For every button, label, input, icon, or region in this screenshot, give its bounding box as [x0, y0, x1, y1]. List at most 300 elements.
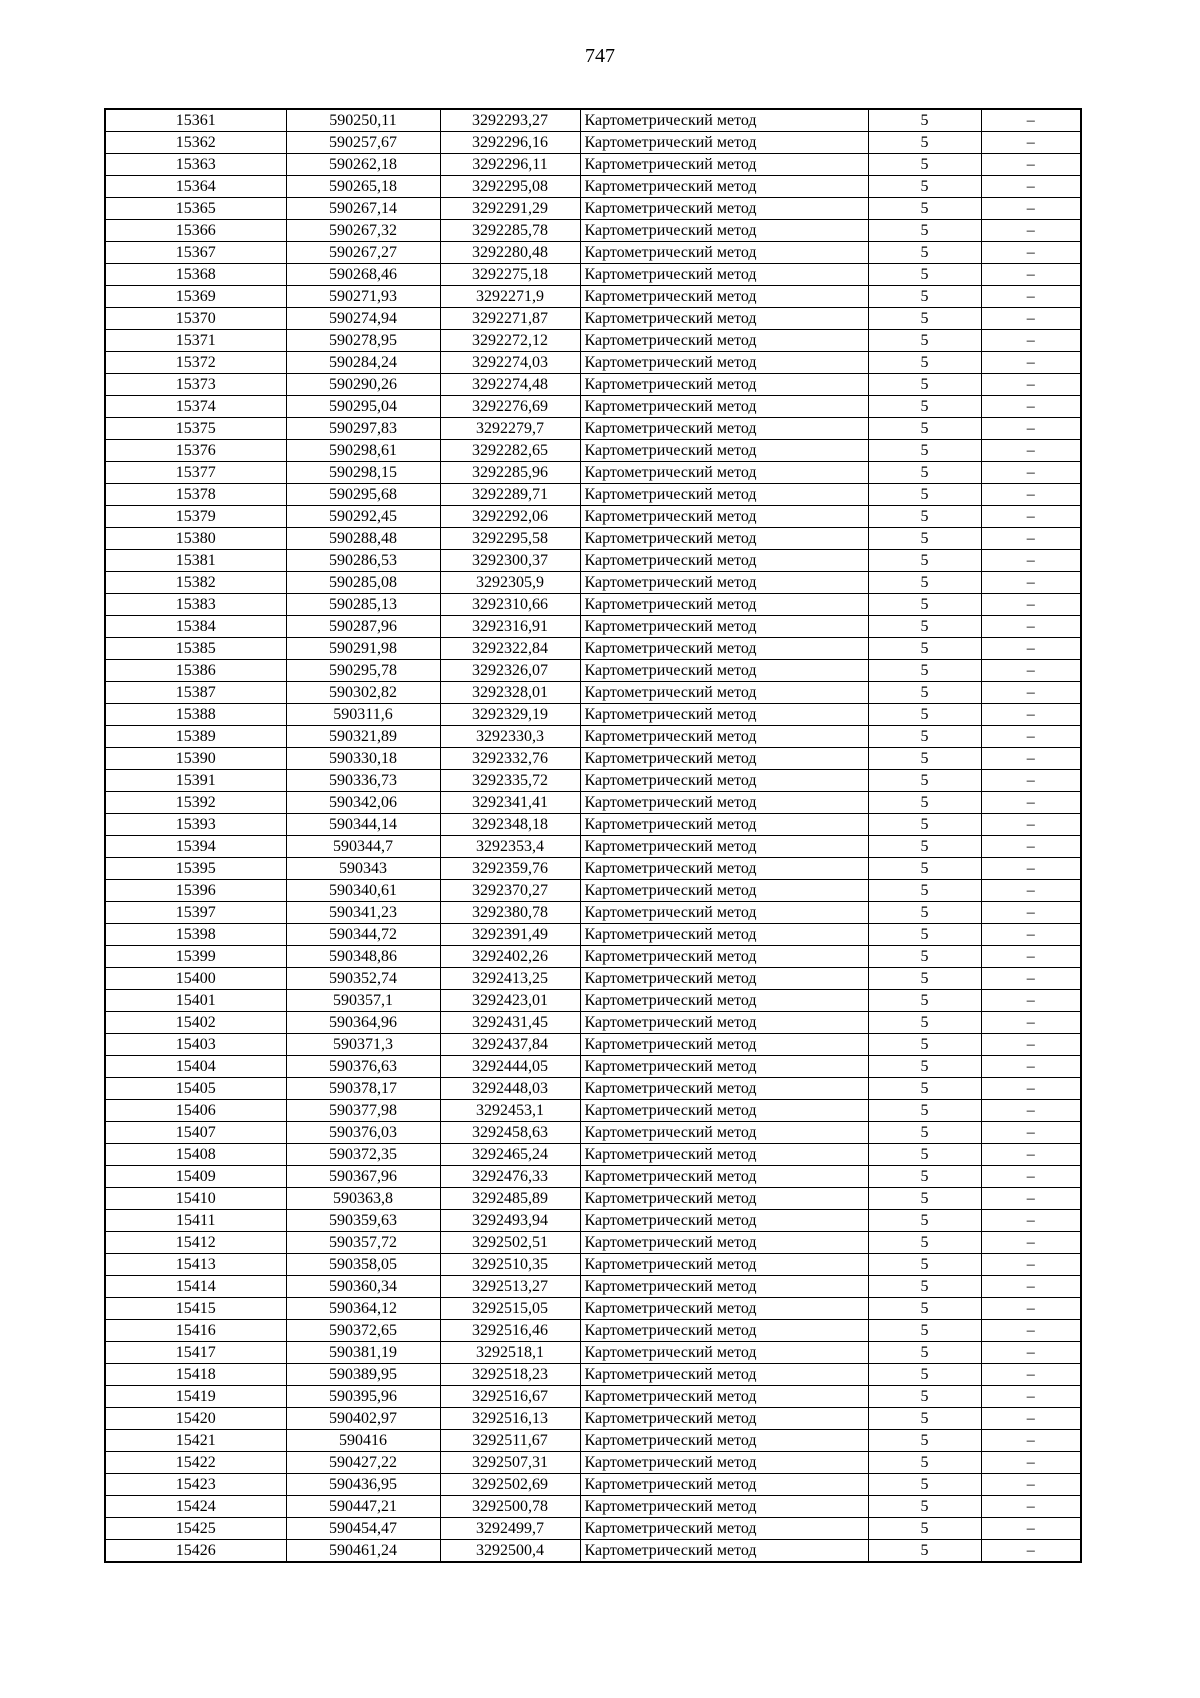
y-coordinate-cell: 3292296,11: [440, 154, 580, 176]
y-coordinate-cell: 3292285,96: [440, 462, 580, 484]
y-coordinate-cell: 3292289,71: [440, 484, 580, 506]
method-cell: Картометрический метод: [580, 418, 868, 440]
table-row: [105, 660, 1081, 682]
x-coordinate-cell: 590377,98: [286, 1100, 440, 1122]
point-number-cell: 15373: [105, 374, 286, 396]
table-row: [105, 704, 1081, 726]
accuracy-cell: 5: [868, 308, 981, 330]
note-cell: –: [981, 1012, 1081, 1034]
note-cell: –: [981, 748, 1081, 770]
method-cell: Картометрический метод: [580, 550, 868, 572]
x-coordinate-cell: 590371,3: [286, 1034, 440, 1056]
method-cell: Картометрический метод: [580, 924, 868, 946]
table-row: [105, 990, 1081, 1012]
note-cell: –: [981, 1518, 1081, 1540]
accuracy-cell: 5: [868, 1232, 981, 1254]
y-coordinate-cell: 3292370,27: [440, 880, 580, 902]
note-cell: –: [981, 1056, 1081, 1078]
method-cell: Картометрический метод: [580, 462, 868, 484]
table-row: [105, 1232, 1081, 1254]
method-cell: Картометрический метод: [580, 132, 868, 154]
x-coordinate-cell: 590267,14: [286, 198, 440, 220]
y-coordinate-cell: 3292515,05: [440, 1298, 580, 1320]
method-cell: Картометрический метод: [580, 1298, 868, 1320]
accuracy-cell: 5: [868, 1166, 981, 1188]
y-coordinate-cell: 3292272,12: [440, 330, 580, 352]
y-coordinate-cell: 3292291,29: [440, 198, 580, 220]
accuracy-cell: 5: [868, 352, 981, 374]
point-number-cell: 15392: [105, 792, 286, 814]
method-cell: Картометрический метод: [580, 1540, 868, 1563]
method-cell: Картометрический метод: [580, 660, 868, 682]
method-cell: Картометрический метод: [580, 1276, 868, 1298]
y-coordinate-cell: 3292305,9: [440, 572, 580, 594]
note-cell: –: [981, 484, 1081, 506]
note-cell: –: [981, 374, 1081, 396]
point-number-cell: 15380: [105, 528, 286, 550]
table-row: [105, 770, 1081, 792]
x-coordinate-cell: 590321,89: [286, 726, 440, 748]
y-coordinate-cell: 3292285,78: [440, 220, 580, 242]
table-row: [105, 572, 1081, 594]
accuracy-cell: 5: [868, 638, 981, 660]
point-number-cell: 15400: [105, 968, 286, 990]
point-number-cell: 15421: [105, 1430, 286, 1452]
y-coordinate-cell: 3292330,3: [440, 726, 580, 748]
x-coordinate-cell: 590295,04: [286, 396, 440, 418]
note-cell: –: [981, 109, 1081, 132]
y-coordinate-cell: 3292292,06: [440, 506, 580, 528]
y-coordinate-cell: 3292296,16: [440, 132, 580, 154]
note-cell: –: [981, 198, 1081, 220]
accuracy-cell: 5: [868, 1144, 981, 1166]
table-row: [105, 638, 1081, 660]
point-number-cell: 15396: [105, 880, 286, 902]
table-row: [105, 1430, 1081, 1452]
point-number-cell: 15375: [105, 418, 286, 440]
y-coordinate-cell: 3292402,26: [440, 946, 580, 968]
accuracy-cell: 5: [868, 1452, 981, 1474]
x-coordinate-cell: 590267,32: [286, 220, 440, 242]
x-coordinate-cell: 590291,98: [286, 638, 440, 660]
x-coordinate-cell: 590436,95: [286, 1474, 440, 1496]
table-row: [105, 594, 1081, 616]
accuracy-cell: 5: [868, 440, 981, 462]
note-cell: –: [981, 308, 1081, 330]
method-cell: Картометрический метод: [580, 1034, 868, 1056]
accuracy-cell: 5: [868, 154, 981, 176]
note-cell: –: [981, 704, 1081, 726]
x-coordinate-cell: 590271,93: [286, 286, 440, 308]
method-cell: Картометрический метод: [580, 682, 868, 704]
accuracy-cell: 5: [868, 286, 981, 308]
point-number-cell: 15394: [105, 836, 286, 858]
note-cell: –: [981, 462, 1081, 484]
note-cell: –: [981, 1496, 1081, 1518]
accuracy-cell: 5: [868, 1254, 981, 1276]
table-row: [105, 1254, 1081, 1276]
note-cell: –: [981, 396, 1081, 418]
note-cell: –: [981, 1144, 1081, 1166]
accuracy-cell: 5: [868, 1122, 981, 1144]
x-coordinate-cell: 590295,78: [286, 660, 440, 682]
accuracy-cell: 5: [868, 924, 981, 946]
table-row: [105, 220, 1081, 242]
x-coordinate-cell: 590416: [286, 1430, 440, 1452]
note-cell: –: [981, 154, 1081, 176]
page-number: 747: [585, 45, 615, 67]
table-row: [105, 484, 1081, 506]
x-coordinate-cell: 590360,34: [286, 1276, 440, 1298]
y-coordinate-cell: 3292516,13: [440, 1408, 580, 1430]
y-coordinate-cell: 3292511,67: [440, 1430, 580, 1452]
y-coordinate-cell: 3292431,45: [440, 1012, 580, 1034]
y-coordinate-cell: 3292348,18: [440, 814, 580, 836]
x-coordinate-cell: 590268,46: [286, 264, 440, 286]
accuracy-cell: 5: [868, 176, 981, 198]
point-number-cell: 15408: [105, 1144, 286, 1166]
x-coordinate-cell: 590343: [286, 858, 440, 880]
note-cell: –: [981, 1078, 1081, 1100]
note-cell: –: [981, 550, 1081, 572]
point-number-cell: 15418: [105, 1364, 286, 1386]
table-row: [105, 880, 1081, 902]
note-cell: –: [981, 352, 1081, 374]
table-row: [105, 1298, 1081, 1320]
x-coordinate-cell: 590287,96: [286, 616, 440, 638]
accuracy-cell: 5: [868, 1188, 981, 1210]
table-row: [105, 198, 1081, 220]
note-cell: –: [981, 616, 1081, 638]
accuracy-cell: 5: [868, 1034, 981, 1056]
note-cell: –: [981, 330, 1081, 352]
table-row: [105, 550, 1081, 572]
table-row: [105, 814, 1081, 836]
y-coordinate-cell: 3292499,7: [440, 1518, 580, 1540]
accuracy-cell: 5: [868, 1540, 981, 1563]
y-coordinate-cell: 3292413,25: [440, 968, 580, 990]
coordinates-table-body: [105, 109, 1081, 1562]
accuracy-cell: 5: [868, 1078, 981, 1100]
x-coordinate-cell: 590372,35: [286, 1144, 440, 1166]
table-row: [105, 264, 1081, 286]
table-row: [105, 1342, 1081, 1364]
point-number-cell: 15367: [105, 242, 286, 264]
point-number-cell: 15402: [105, 1012, 286, 1034]
accuracy-cell: 5: [868, 396, 981, 418]
point-number-cell: 15393: [105, 814, 286, 836]
x-coordinate-cell: 590298,61: [286, 440, 440, 462]
y-coordinate-cell: 3292507,31: [440, 1452, 580, 1474]
y-coordinate-cell: 3292300,37: [440, 550, 580, 572]
method-cell: Картометрический метод: [580, 968, 868, 990]
note-cell: –: [981, 1276, 1081, 1298]
x-coordinate-cell: 590402,97: [286, 1408, 440, 1430]
x-coordinate-cell: 590352,74: [286, 968, 440, 990]
table-row: [105, 968, 1081, 990]
note-cell: –: [981, 990, 1081, 1012]
note-cell: –: [981, 1474, 1081, 1496]
note-cell: –: [981, 902, 1081, 924]
x-coordinate-cell: 590298,15: [286, 462, 440, 484]
y-coordinate-cell: 3292516,46: [440, 1320, 580, 1342]
x-coordinate-cell: 590285,08: [286, 572, 440, 594]
method-cell: Картометрический метод: [580, 506, 868, 528]
method-cell: Картометрический метод: [580, 242, 868, 264]
point-number-cell: 15390: [105, 748, 286, 770]
accuracy-cell: 5: [868, 572, 981, 594]
method-cell: Картометрический метод: [580, 1012, 868, 1034]
note-cell: –: [981, 792, 1081, 814]
x-coordinate-cell: 590262,18: [286, 154, 440, 176]
accuracy-cell: 5: [868, 858, 981, 880]
table-row: [105, 109, 1081, 132]
table-row: [105, 1320, 1081, 1342]
y-coordinate-cell: 3292465,24: [440, 1144, 580, 1166]
method-cell: Картометрический метод: [580, 308, 868, 330]
method-cell: Картометрический метод: [580, 1408, 868, 1430]
point-number-cell: 15362: [105, 132, 286, 154]
method-cell: Картометрический метод: [580, 1496, 868, 1518]
point-number-cell: 15376: [105, 440, 286, 462]
accuracy-cell: 5: [868, 1012, 981, 1034]
point-number-cell: 15422: [105, 1452, 286, 1474]
note-cell: –: [981, 286, 1081, 308]
x-coordinate-cell: 590372,65: [286, 1320, 440, 1342]
method-cell: Картометрический метод: [580, 484, 868, 506]
table-row: [105, 1518, 1081, 1540]
x-coordinate-cell: 590378,17: [286, 1078, 440, 1100]
table-row: [105, 1100, 1081, 1122]
point-number-cell: 15425: [105, 1518, 286, 1540]
point-number-cell: 15426: [105, 1540, 286, 1563]
accuracy-cell: 5: [868, 968, 981, 990]
method-cell: Картометрический метод: [580, 176, 868, 198]
accuracy-cell: 5: [868, 528, 981, 550]
note-cell: –: [981, 594, 1081, 616]
table-row: [105, 154, 1081, 176]
method-cell: Картометрический метод: [580, 1518, 868, 1540]
coordinates-table: [104, 108, 1082, 1563]
accuracy-cell: 5: [868, 836, 981, 858]
method-cell: Картометрический метод: [580, 1078, 868, 1100]
x-coordinate-cell: 590364,96: [286, 1012, 440, 1034]
note-cell: –: [981, 1034, 1081, 1056]
y-coordinate-cell: 3292448,03: [440, 1078, 580, 1100]
y-coordinate-cell: 3292518,23: [440, 1364, 580, 1386]
accuracy-cell: 5: [868, 109, 981, 132]
point-number-cell: 15411: [105, 1210, 286, 1232]
point-number-cell: 15420: [105, 1408, 286, 1430]
x-coordinate-cell: 590454,47: [286, 1518, 440, 1540]
point-number-cell: 15398: [105, 924, 286, 946]
x-coordinate-cell: 590358,05: [286, 1254, 440, 1276]
x-coordinate-cell: 590330,18: [286, 748, 440, 770]
table-row: [105, 1276, 1081, 1298]
y-coordinate-cell: 3292322,84: [440, 638, 580, 660]
point-number-cell: 15386: [105, 660, 286, 682]
method-cell: Картометрический метод: [580, 220, 868, 242]
note-cell: –: [981, 1320, 1081, 1342]
note-cell: –: [981, 660, 1081, 682]
x-coordinate-cell: 590367,96: [286, 1166, 440, 1188]
y-coordinate-cell: 3292326,07: [440, 660, 580, 682]
note-cell: –: [981, 1408, 1081, 1430]
accuracy-cell: 5: [868, 1210, 981, 1232]
table-row: [105, 682, 1081, 704]
note-cell: –: [981, 968, 1081, 990]
x-coordinate-cell: 590364,12: [286, 1298, 440, 1320]
note-cell: –: [981, 264, 1081, 286]
method-cell: Картометрический метод: [580, 1364, 868, 1386]
method-cell: Картометрический метод: [580, 748, 868, 770]
accuracy-cell: 5: [868, 1518, 981, 1540]
method-cell: Картометрический метод: [580, 946, 868, 968]
accuracy-cell: 5: [868, 594, 981, 616]
note-cell: –: [981, 528, 1081, 550]
accuracy-cell: 5: [868, 1364, 981, 1386]
method-cell: Картометрический метод: [580, 1320, 868, 1342]
point-number-cell: 15399: [105, 946, 286, 968]
point-number-cell: 15397: [105, 902, 286, 924]
point-number-cell: 15406: [105, 1100, 286, 1122]
note-cell: –: [981, 1210, 1081, 1232]
point-number-cell: 15366: [105, 220, 286, 242]
method-cell: Картометрический метод: [580, 330, 868, 352]
method-cell: Картометрический метод: [580, 726, 868, 748]
point-number-cell: 15388: [105, 704, 286, 726]
point-number-cell: 15364: [105, 176, 286, 198]
note-cell: –: [981, 242, 1081, 264]
table-row: [105, 748, 1081, 770]
accuracy-cell: 5: [868, 506, 981, 528]
method-cell: Картометрический метод: [580, 1232, 868, 1254]
note-cell: –: [981, 1364, 1081, 1386]
note-cell: –: [981, 814, 1081, 836]
method-cell: Картометрический метод: [580, 1166, 868, 1188]
x-coordinate-cell: 590297,83: [286, 418, 440, 440]
x-coordinate-cell: 590250,11: [286, 109, 440, 132]
method-cell: Картометрический метод: [580, 770, 868, 792]
point-number-cell: 15361: [105, 109, 286, 132]
point-number-cell: 15416: [105, 1320, 286, 1342]
x-coordinate-cell: 590274,94: [286, 308, 440, 330]
note-cell: –: [981, 638, 1081, 660]
point-number-cell: 15377: [105, 462, 286, 484]
point-number-cell: 15387: [105, 682, 286, 704]
accuracy-cell: 5: [868, 1276, 981, 1298]
table-row: [105, 1122, 1081, 1144]
table-row: [105, 1474, 1081, 1496]
table-row: [105, 1210, 1081, 1232]
note-cell: –: [981, 726, 1081, 748]
point-number-cell: 15370: [105, 308, 286, 330]
x-coordinate-cell: 590340,61: [286, 880, 440, 902]
x-coordinate-cell: 590285,13: [286, 594, 440, 616]
note-cell: –: [981, 176, 1081, 198]
method-cell: Картометрический метод: [580, 638, 868, 660]
y-coordinate-cell: 3292380,78: [440, 902, 580, 924]
table-row: [105, 1166, 1081, 1188]
note-cell: –: [981, 440, 1081, 462]
table-row: [105, 132, 1081, 154]
table-row: [105, 440, 1081, 462]
y-coordinate-cell: 3292335,72: [440, 770, 580, 792]
accuracy-cell: 5: [868, 330, 981, 352]
point-number-cell: 15363: [105, 154, 286, 176]
point-number-cell: 15410: [105, 1188, 286, 1210]
table-row: [105, 352, 1081, 374]
accuracy-cell: 5: [868, 462, 981, 484]
y-coordinate-cell: 3292271,9: [440, 286, 580, 308]
note-cell: –: [981, 858, 1081, 880]
accuracy-cell: 5: [868, 902, 981, 924]
method-cell: Картометрический метод: [580, 1210, 868, 1232]
accuracy-cell: 5: [868, 660, 981, 682]
point-number-cell: 15389: [105, 726, 286, 748]
accuracy-cell: 5: [868, 418, 981, 440]
point-number-cell: 15371: [105, 330, 286, 352]
y-coordinate-cell: 3292444,05: [440, 1056, 580, 1078]
y-coordinate-cell: 3292516,67: [440, 1386, 580, 1408]
point-number-cell: 15407: [105, 1122, 286, 1144]
method-cell: Картометрический метод: [580, 1254, 868, 1276]
point-number-cell: 15381: [105, 550, 286, 572]
y-coordinate-cell: 3292359,76: [440, 858, 580, 880]
table-row: [105, 1496, 1081, 1518]
x-coordinate-cell: 590376,63: [286, 1056, 440, 1078]
accuracy-cell: 5: [868, 1474, 981, 1496]
table-row: [105, 176, 1081, 198]
x-coordinate-cell: 590295,68: [286, 484, 440, 506]
accuracy-cell: 5: [868, 682, 981, 704]
point-number-cell: 15379: [105, 506, 286, 528]
table-row: [105, 1540, 1081, 1563]
x-coordinate-cell: 590395,96: [286, 1386, 440, 1408]
table-row: [105, 946, 1081, 968]
method-cell: Картометрический метод: [580, 792, 868, 814]
x-coordinate-cell: 590290,26: [286, 374, 440, 396]
table-row: [105, 1034, 1081, 1056]
x-coordinate-cell: 590363,8: [286, 1188, 440, 1210]
note-cell: –: [981, 770, 1081, 792]
note-cell: –: [981, 1254, 1081, 1276]
x-coordinate-cell: 590288,48: [286, 528, 440, 550]
note-cell: –: [981, 220, 1081, 242]
point-number-cell: 15417: [105, 1342, 286, 1364]
note-cell: –: [981, 1188, 1081, 1210]
table-row: [105, 1364, 1081, 1386]
y-coordinate-cell: 3292293,27: [440, 109, 580, 132]
note-cell: –: [981, 924, 1081, 946]
method-cell: Картометрический метод: [580, 902, 868, 924]
method-cell: Картометрический метод: [580, 572, 868, 594]
accuracy-cell: 5: [868, 1496, 981, 1518]
accuracy-cell: 5: [868, 374, 981, 396]
x-coordinate-cell: 590302,82: [286, 682, 440, 704]
method-cell: Картометрический метод: [580, 396, 868, 418]
y-coordinate-cell: 3292310,66: [440, 594, 580, 616]
y-coordinate-cell: 3292518,1: [440, 1342, 580, 1364]
method-cell: Картометрический метод: [580, 1452, 868, 1474]
method-cell: Картометрический метод: [580, 109, 868, 132]
accuracy-cell: 5: [868, 198, 981, 220]
note-cell: –: [981, 132, 1081, 154]
x-coordinate-cell: 590341,23: [286, 902, 440, 924]
point-number-cell: 15409: [105, 1166, 286, 1188]
note-cell: –: [981, 1430, 1081, 1452]
note-cell: –: [981, 1232, 1081, 1254]
